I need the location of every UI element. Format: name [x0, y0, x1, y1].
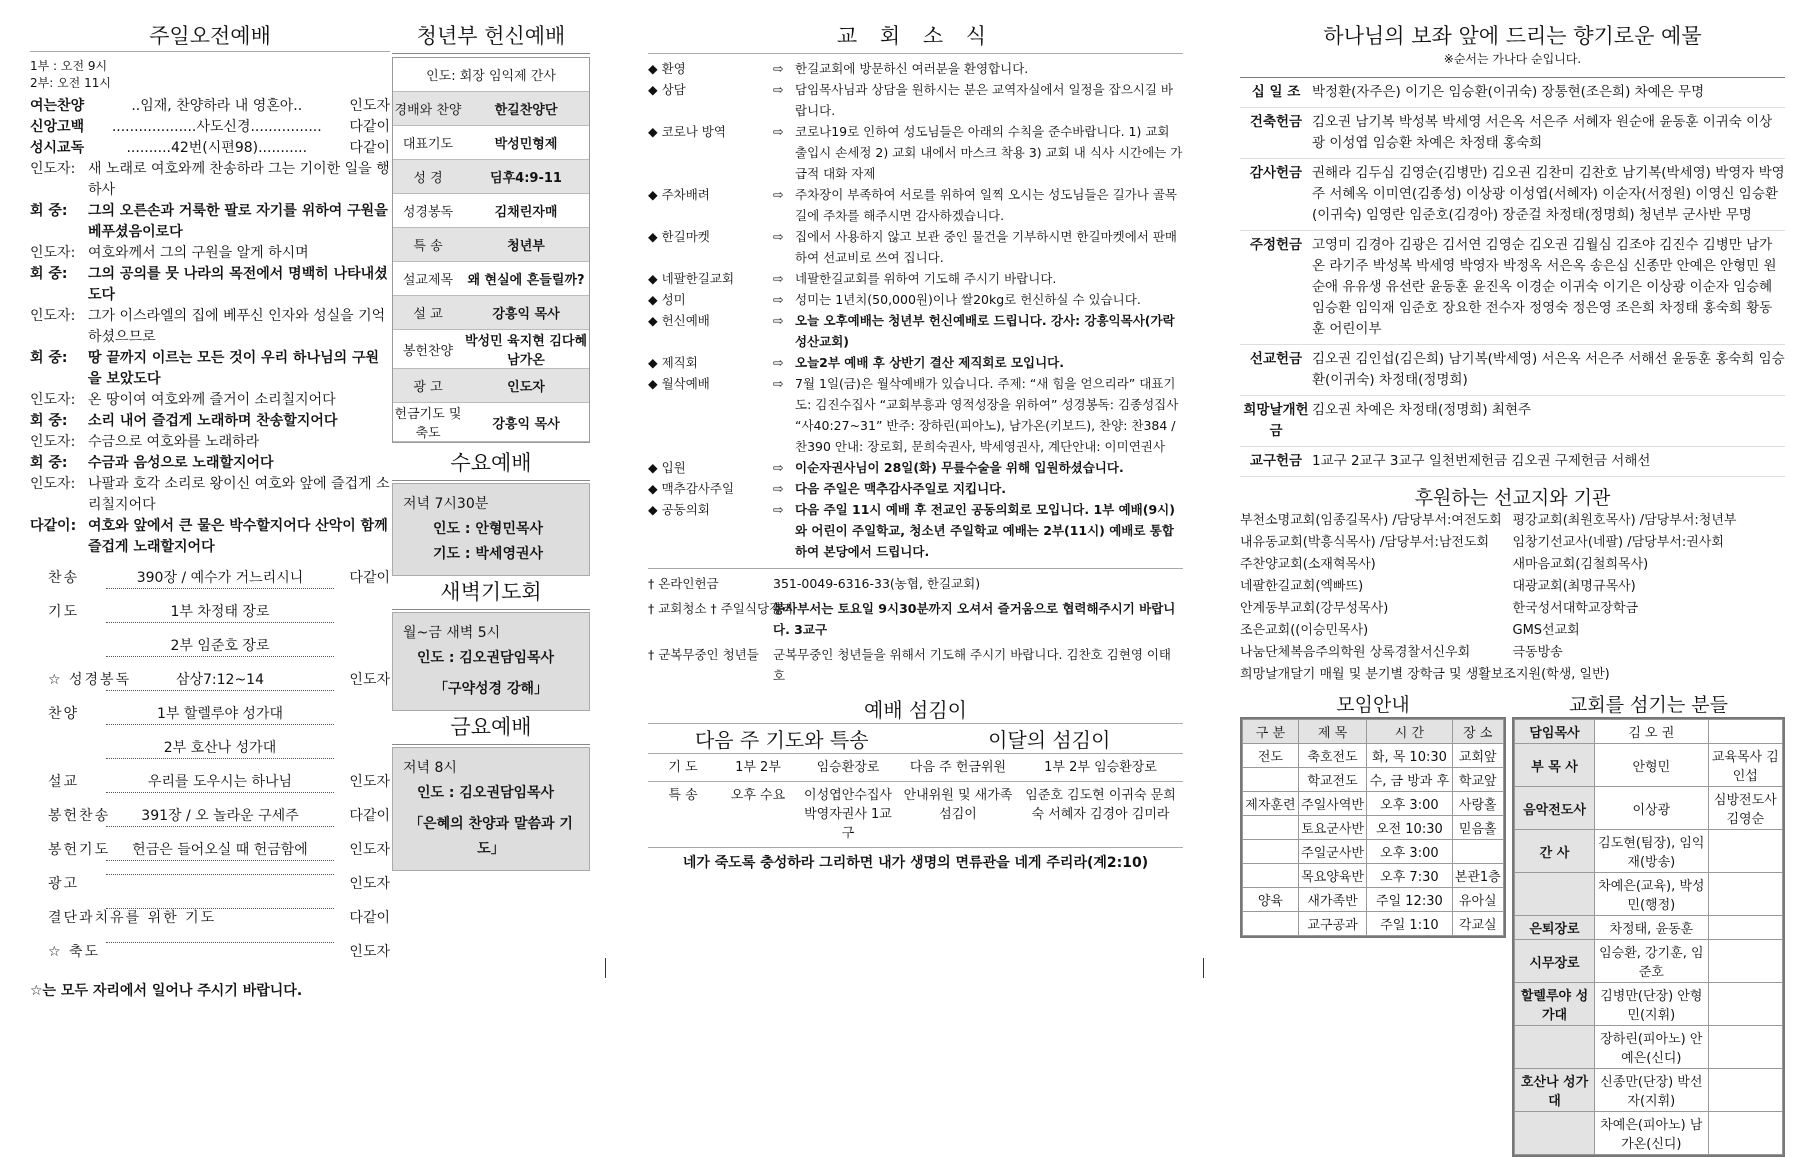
offerings: 하나님의 보좌 앞에 드리는 향기로운 예물 ※순서는 가나다 순입니다. 십 일 조 박정환(자주은) 이기은 임승환(이귀숙) 장통현(조은희) 차예은 무명 건축헌금 김오권 남기복 박성복 박세영 서은옥 서은주 서혜자 원순애 윤동훈 이귀숙 이상광 이성엽 임승환 차예은 차정태 홍숙희 감사헌금 권해라 김두심 김영순(김병만) 김오권 김찬미 김찬호 남기복(박세영) 박영자 박영주 서혜옥 이미연(김종성) 이상광 이성엽(서혜자) 이순자(서정원) 이영신 임승환(이귀숙) 임영란 임준호(김경아) 장준걸 차정태(정명희) 청년부 군사반 무명 주정헌금 고영미 김경아 김광은 김서연 김영순 김오권 김월심 김조야 김진수 김병만 남가온 라기주 박성복 박세영 박영자 박정옥 서은옥 송은심 신종만 안예은 안형민 원순애 유유생 유선란 윤동훈 윤진옥 이경순 이귀숙 이기은 이상광 이순자 임승혜 임승환 임익재 임준호 장요한 전수자 정영숙 정은영 조은희 차정태 홍숙희 황동훈 어린이부 선교헌금 김오권 김인섭(김은희) 남기복(박세영) 서은옥 서은주 서해선 윤동훈 홍숙희 임승환(이귀숙) 차정태(정명희) 희망날개헌금 김오권 차예은 차정태(정명희) 최현주 교구헌금 1교구 2교구 3교구 일천번제헌금 김오권 구제헌금 서해선 후원하는 선교지와 기관 부천소명교회(임종길목사) /담당부서:여전도회 평강교회(최원호목사) /담당부서:청년부 내유동교회(박흥식목사) /담당부서:남전도회 임창기선교사(네팔) /담당부서:권사회 주찬양교회(소재혁목사) 새마음교회(김철희목사) 네팔한길교회(엑빠뜨) 대광교회(최명규목사) 안계동부교회(강무성목사) 한국성서대학교장학금 조은교회((이승민목사) GMS선교회 나눔단체복음주의학원 상록경찰서신우회 극동방송 희망날개달기 매월 및 분기별 장학금 및 생활보조지원(학생, 일반) 모임안내 구 분 제 목 시 간 장 소 전도 축호전도 화, 목 10:30 교회앞 학교전도 수, 금 방과 후 학교앞 제자훈련 주일사역반 오후 3:00 사랑홀 토요군사반 오전 10:30 믿음홀 주일군사반 오후 3:00 목요양육반 오후 7:30 본관1층 양육 새가족반 주일 12:30 유아실 교구공과 주일 1:10 각교실 교회를 섬기는 분들 담임목사 김 오 권 부 목 사 안형민 교육목사 김인섭 음악전도사 이상광 심방전도사 김영순 간 사 김도현(팀장), 임익재(방송) 차예은(교육), 박성민(행정) 은퇴장로 차정태, 윤동훈 시무장로 임승환, 강기훈, 임준호 할렐루야 성가대 김병만(단장) 안형민(지휘) 장하린(피아노) 안예은(신디) 호산나 성가대 신종만(단장) 박선자(지휘) 차예은(피아노) 남가온(신디)	[1240, 20, 1785, 1157]
news-item: ◆ 월삭예배 ⇨ 7월 1일(금)은 월삭예배가 있습니다. 주제: “새 힘을 얻으리라” 대표기도: 김진수집사 “교회부흥과 영적성장을 위하여” 성경봉독: 김종성집사 “사40:27~31” 반주: 장하린(피아노), 남가온(키보드), 찬양: 찬384 / 찬390 안내: 장로회, 문희숙권사, 박세영권사, 계단안내: 이미연권사	[648, 376, 1179, 454]
youth-row: 광 고 인도자	[393, 369, 589, 403]
liturgy-line: 신앙고백 ...................사도신경................ 다같이	[30, 119, 390, 135]
order-line: 2부 임준호 장로	[30, 636, 390, 670]
meet-cell: 오전 10:30	[1367, 816, 1452, 840]
meet-cell: 교회앞	[1452, 744, 1504, 768]
staff-role	[1515, 1026, 1595, 1069]
order-line: 봉헌기도 헌금은 들어오실 때 헌금함에 인도자	[30, 840, 390, 874]
offering-row: 건축헌금 김오권 남기복 박성복 박세영 서은옥 서은주 서혜자 원순애 윤동훈 이귀숙 이상광 이성엽 임승환 차예은 차정태 홍숙희	[1240, 108, 1785, 159]
staff-extra: 심방전도사 김영순	[1708, 787, 1782, 830]
order-line: ☆ 축도 인도자	[48, 944, 390, 960]
youth-row: 특 송 청년부	[393, 228, 589, 262]
youth-row: 헌금기도 및 축도 강흥익 목사	[393, 403, 589, 442]
mission-item: 한국성서대학교장학금	[1512, 601, 1639, 616]
reading-line: 회 중: 소리 내어 즐겁게 노래하며 찬송할지어다	[30, 413, 338, 429]
youth-row: 봉헌찬양 박성민 육지현 김다혜 남가온	[393, 330, 589, 369]
staff-name: 임승환, 강기훈, 임준호	[1595, 940, 1709, 983]
liturgy	[30, 96, 390, 558]
morning-service	[30, 20, 390, 1000]
reading-line: 다같이: 여호와 앞에서 큰 물은 박수할지어다 산악이 함께 즐겁게 노래할지어다	[30, 518, 388, 555]
staff-name: 김 오 권	[1595, 720, 1709, 744]
meet-cell: 유아실	[1452, 888, 1504, 912]
staff-role: 음악전도사	[1515, 787, 1595, 830]
staff-role: 간 사	[1515, 830, 1595, 873]
liturgy-line: 성시교독 ..........42번(시편98)........... 다같이	[30, 140, 390, 156]
staff-role: 할렐루야 성가대	[1515, 983, 1595, 1026]
meet-cell: 본관1층	[1452, 864, 1504, 888]
liturgy-line: 여는찬양 ..임재, 찬양하라 내 영혼아.. 인도자	[30, 98, 390, 114]
staff-name: 안형민	[1595, 744, 1709, 787]
staff-role	[1515, 1112, 1595, 1155]
staff-extra	[1708, 940, 1782, 983]
news-item: ◆ 코로나 방역 ⇨ 코로나19로 인하여 성도님들은 아래의 수칙을 준수바랍니다. 1) 교회 출입시 손세정 2) 교회 내에서 마스크 착용 3) 교회 내 식사 시간에는 가급적 대화 자제	[648, 124, 1183, 181]
staff-role: 호산나 성가대	[1515, 1069, 1595, 1112]
meet-cell	[1243, 864, 1299, 888]
reading-line: 인도자: 여호와께서 그의 구원을 알게 하시며	[30, 245, 309, 261]
order-line: 2부 호산나 성가대	[30, 738, 390, 772]
meet-cell: 주일 1:10	[1367, 912, 1452, 936]
wed-title: 수요예배	[392, 447, 590, 481]
meet-cell: 수, 금 방과 후	[1367, 768, 1452, 792]
meet-cell: 축호전도	[1298, 744, 1367, 768]
order-line: 설교 우리를 도우시는 하나님 인도자	[30, 772, 390, 806]
staff-role: 시무장로	[1515, 940, 1595, 983]
meet-header: 제 목	[1298, 720, 1367, 744]
staff-name: 차정태, 윤동훈	[1595, 916, 1709, 940]
offering-row: 선교헌금 김오권 김인섭(김은희) 남기복(박세영) 서은옥 서은주 서해선 윤동훈 홍숙희 임승환(이귀숙) 차정태(정명희)	[1240, 345, 1785, 396]
fri-box: 저녁 8시 인도 : 김오권담임목사 「은혜의 찬양과 말씀과 기도」	[392, 747, 590, 871]
news-item: ◆ 주차배려 ⇨ 주차장이 부족하여 서로를 위하여 일찍 오시는 성도님들은 길가나 골목길에 주차를 해주시면 감사하겠습니다.	[648, 187, 1177, 223]
meet-cell	[1243, 912, 1299, 936]
dawn-title: 새벽기도회	[392, 576, 590, 610]
missions: 후원하는 선교지와 기관 부천소명교회(임종길목사) /담당부서:여전도회 평강교회(최원호목사) /담당부서:청년부 내유동교회(박흥식목사) /담당부서:남전도회 임창기선교사(네팔) /담당부서:권사회 주찬양교회(소재혁목사) 새마음교회(김철희목사) 네팔한길교회(엑빠뜨) 대광교회(최명규목사) 안계동부교회(강무성목사) 한국성서대학교장학금 조은교회((이승민목사) GMS선교회 나눔단체복음주의학원 상록경찰서신우회 극동방송 희망날개달기 매월 및 분기별 장학금 및 생활보조지원(학생, 일반)	[1240, 483, 1785, 686]
dawn-box: 월~금 새벽 5시 인도 : 김오권담임목사 「구약성경 강해」	[392, 612, 590, 711]
servers: 예배 섬김이 다음 주 기도와 특송 이달의 섬김이 기 도 1부 2부 임승환장로 다음 주 헌금위원 1부 2부 임승환장로 특 송 오후 수요 이성엽안수집사 박영자권사 1교구 안내위원 및 새가족섬김이 임준호 김도현 이귀숙 문희숙 서혜자 김경아 김미라 네가 죽도록 충성하라 그리하면 내가 생명의 면류관을 네게 주리라(계2:10)	[648, 694, 1183, 872]
staff-role	[1515, 873, 1595, 916]
order-line: ☆ 성경봉독 삼상7:12~14 인도자	[30, 670, 390, 704]
meet-cell: 교구공과	[1298, 912, 1367, 936]
responsive-reading	[30, 159, 390, 558]
meet-header: 구 분	[1243, 720, 1299, 744]
meet-cell: 토요군사반	[1298, 816, 1367, 840]
stand-note: ☆는 모두 자리에서 일어나 주시기 바랍니다.	[30, 983, 303, 999]
meet-cell: 주일사역반	[1298, 792, 1367, 816]
wed-box: 저녁 7시30분 인도 : 안형민목사 기도 : 박세영권사	[392, 483, 590, 576]
staff-extra	[1708, 1026, 1782, 1069]
youth-row: 성경봉독 김채린자매	[393, 194, 589, 228]
meet-cell: 오후 3:00	[1367, 840, 1452, 864]
meet-cell: 오후 3:00	[1367, 792, 1452, 816]
meet-cell: 각교실	[1452, 912, 1504, 936]
meet-cell: 학교전도	[1298, 768, 1367, 792]
staff-name: 차예은(교육), 박성민(행정)	[1595, 873, 1709, 916]
fold-line	[605, 958, 606, 978]
news-item: ◆ 네팔한길교회 ⇨ 네팔한길교회를 위하여 기도해 주시기 바랍니다.	[648, 271, 1057, 286]
order-line: 광고 인도자	[48, 876, 390, 892]
church-news	[648, 20, 1183, 872]
staff-extra	[1708, 720, 1782, 744]
order-of-worship	[30, 568, 390, 976]
meet-cell	[1243, 840, 1299, 864]
reading-line: 인도자: 그가 이스라엘의 집에 베푸신 인자와 성실을 기억하셨으므로	[30, 308, 386, 345]
staff-name: 김병만(단장) 안형민(지휘)	[1595, 983, 1709, 1026]
meet-cell: 화, 목 10:30	[1367, 744, 1452, 768]
staff-name: 신종만(단장) 박선자(지휘)	[1595, 1069, 1709, 1112]
meet-cell	[1243, 816, 1299, 840]
reading-line: 회 중: 그의 공의를 뭇 나라의 목전에서 명백히 나타내셨도다	[30, 266, 388, 303]
meet-cell: 오후 7:30	[1367, 864, 1452, 888]
order-line: 결단과치유를 위한 기도 다같이	[48, 910, 390, 926]
news-item: ◆ 제직회 ⇨ 오늘2부 예배 후 상반기 결산 제직회로 모입니다.	[648, 355, 1064, 370]
mission-item: 조은교회((이승민목사)	[1240, 623, 1369, 638]
youth-row: 성 경 딤후4:9-11	[393, 160, 589, 194]
meet-cell: 전도	[1243, 744, 1299, 768]
youth-leader: 인도: 회장 임익제 간사	[393, 58, 589, 92]
youth-title: 청년부 헌신예배	[392, 20, 590, 54]
staff-role: 은퇴장로	[1515, 916, 1595, 940]
news-item: ◆ 헌신예배 ⇨ 오늘 오후예배는 청년부 헌신예배로 드립니다. 강사: 강흥익목사(가락성산교회)	[648, 313, 1175, 349]
meet-cell: 주일 12:30	[1367, 888, 1452, 912]
reading-line: 회 중: 수금과 음성으로 노래할지어다	[30, 455, 274, 471]
youth-row: 설 교 강흥익 목사	[393, 296, 589, 330]
meet-cell: 학교앞	[1452, 768, 1504, 792]
fold-line	[1203, 958, 1204, 978]
staff-name: 차예은(피아노) 남가온(신디)	[1595, 1112, 1709, 1155]
meet-cell	[1452, 840, 1504, 864]
news-item: ◆ 상담 ⇨ 담임목사님과 상담을 원하시는 분은 교역자실에서 일정을 잡으시길 바랍니다.	[648, 82, 1173, 118]
order-line: 봉헌찬송 391장 / 오 놀라운 구세주 다같이	[30, 806, 390, 840]
order-line: 기도 1부 차정태 장로	[30, 602, 390, 636]
youth-row: 대표기도 박성민형제	[393, 126, 589, 160]
staff-extra: 교육목사 김인섭	[1708, 744, 1782, 787]
staff-extra	[1708, 916, 1782, 940]
offering-list	[1240, 77, 1785, 477]
meet-cell: 양육	[1243, 888, 1299, 912]
order-line: 찬송 390장 / 예수가 거느리시니 다같이	[30, 568, 390, 602]
mission-item: 주찬양교회(소재혁목사)	[1240, 557, 1376, 572]
order-line: 찬양 1부 할렐루야 성가대	[30, 704, 390, 738]
info-lines: † 온라인헌금 351-0049-6316-33(농협, 한길교회) † 교회청소 † 주일식당정리 봉사부서는 토요일 9시30분까지 오셔서 즐거움으로 협력해주시기 바랍니다. 3교구 † 군복무중인 청년들 군복무중인 청년들을 위해서 기도해 주시기 바랍니다. 김찬호 김현영 이태호	[648, 568, 1183, 686]
staff-name: 장하린(피아노) 안예은(신디)	[1595, 1026, 1709, 1069]
memory-verse: 네가 죽도록 충성하라 그리하면 내가 생명의 면류관을 네게 주리라(계2:10)	[682, 855, 1149, 871]
mission-item: 임창기선교사(네팔) /담당부서:권사회	[1512, 535, 1724, 550]
news-item: ◆ 공동의회 ⇨ 다음 주일 11시 예배 후 전교인 공동의회로 모입니다. 1부 예배(9시)와 어린이 주일학교, 청소년 주일학교 예배는 2부(11시) 예배로 통합하여 본당에서 드립니다.	[648, 502, 1175, 559]
staff-extra	[1708, 1069, 1782, 1112]
mission-item: 나눔단체복음주의학원 상록경찰서신우회	[1240, 645, 1471, 660]
reading-line: 회 중: 그의 오른손과 거룩한 팔로 자기를 위하여 구원을 베푸셨음이로다	[30, 203, 388, 240]
meetings-table	[1240, 717, 1506, 938]
staff-name: 김도현(팀장), 임익재(방송)	[1595, 830, 1709, 873]
staff-extra	[1708, 830, 1782, 873]
reading-line: 인도자: 새 노래로 여호와께 찬송하라 그는 기이한 일을 행하사	[30, 161, 390, 198]
news-item: ◆ 환영 ⇨ 한길교회에 방문하신 여러분을 환영합니다.	[648, 61, 1029, 76]
morning-title: 주일오전예배	[30, 20, 390, 52]
meet-cell: 제자훈련	[1243, 792, 1299, 816]
mission-item: 부천소명교회(임종길목사) /담당부서:여전도회	[1240, 513, 1502, 528]
meet-header: 장 소	[1452, 720, 1504, 744]
mission-item: 내유동교회(박흥식목사) /담당부서:남전도회	[1240, 535, 1490, 550]
staff-extra	[1708, 1112, 1782, 1155]
reading-line: 인도자: 나팔과 호각 소리로 왕이신 여호와 앞에 즐겁게 소리칠지어다	[30, 476, 390, 513]
mission-item: 네팔한길교회(엑빠뜨)	[1240, 579, 1364, 594]
news-item: ◆ 맥추감사주일 ⇨ 다음 주일은 맥추감사주일로 지킵니다.	[648, 481, 1007, 496]
reading-line: 인도자: 온 땅이여 여호와께 즐거이 소리칠지어다	[30, 392, 336, 408]
news-item: ◆ 한길마켓 ⇨ 집에서 사용하지 않고 보관 중인 물건을 기부하시면 한길마켓에서 판매하여 선교비로 쓰여 집니다.	[648, 229, 1177, 265]
youth-row: 경배와 찬양 한길찬양단	[393, 92, 589, 126]
offering-row: 감사헌금 권해라 김두심 김영순(김병만) 김오권 김찬미 김찬호 남기복(박세영) 박영자 박영주 서혜옥 이미연(김종성) 이상광 이성엽(서혜자) 이순자(서정원) 이영신 임승환(이귀숙) 임영란 임준호(김경아) 장준걸 차정태(정명희) 청년부 군사반 무명	[1240, 159, 1785, 231]
staff-table	[1512, 717, 1785, 1157]
staff-role: 부 목 사	[1515, 744, 1595, 787]
meet-cell: 새가족반	[1298, 888, 1367, 912]
offering-row: 교구헌금 1교구 2교구 3교구 일천번제헌금 김오권 구제헌금 서해선	[1240, 447, 1785, 477]
service-times: 1부 : 오전 9시 2부: 오전 11시	[30, 59, 111, 90]
offering-title: 하나님의 보좌 앞에 드리는 향기로운 예물	[1323, 24, 1702, 48]
youth-table	[392, 57, 590, 443]
news-item: ◆ 성미 ⇨ 성미는 1년치(50,000원)이나 쌀20kg로 헌신하실 수 있습니다.	[648, 292, 1141, 307]
mission-item: GMS선교회	[1512, 623, 1580, 638]
staff-role: 담임목사	[1515, 720, 1595, 744]
news-title: 교 회 소 식	[648, 20, 1183, 54]
offering-row: 희망날개헌금 김오권 차예은 차정태(정명희) 최현주	[1240, 396, 1785, 447]
mission-item: 극동방송	[1512, 645, 1563, 660]
staff-extra	[1708, 983, 1782, 1026]
side-services	[392, 20, 590, 871]
youth-row: 설교제목 왜 현실에 흔들릴까?	[393, 262, 589, 296]
news-list	[648, 58, 1183, 562]
meet-cell: 사랑홀	[1452, 792, 1504, 816]
meet-cell	[1243, 768, 1299, 792]
meet-cell: 목요양육반	[1298, 864, 1367, 888]
fri-title: 금요예배	[392, 711, 590, 745]
mission-item: 대광교회(최명규목사)	[1512, 579, 1636, 594]
meet-cell: 믿음홀	[1452, 816, 1504, 840]
meet-cell: 주일군사반	[1298, 840, 1367, 864]
reading-line: 회 중: 땅 끝까지 이르는 모든 것이 우리 하나님의 구원을 보았도다	[30, 350, 380, 387]
offering-row: 십 일 조 박정환(자주은) 이기은 임승환(이귀숙) 장통현(조은희) 차예은 무명	[1240, 78, 1785, 108]
news-item: ◆ 입원 ⇨ 이순자권사님이 28일(화) 무릎수술을 위해 입원하셨습니다.	[648, 460, 1124, 475]
mission-item: 새마음교회(김철희목사)	[1512, 557, 1649, 572]
mission-item: 평강교회(최원호목사) /담당부서:청년부	[1512, 513, 1737, 528]
staff-name: 이상광	[1595, 787, 1709, 830]
reading-line: 인도자: 수금으로 여호와를 노래하라	[30, 434, 260, 450]
mission-item: 안계동부교회(강무성목사)	[1240, 601, 1389, 616]
mission-item: 희망날개달기 매월 및 분기별 장학금 및 생활보조지원(학생, 일반)	[1240, 667, 1610, 682]
staff-extra	[1708, 873, 1782, 916]
offering-row: 주정헌금 고영미 김경아 김광은 김서연 김영순 김오권 김월심 김조야 김진수 김병만 남가온 라기주 박성복 박세영 박영자 박정옥 서은옥 송은심 신종만 안예은 안형민 원순애 유유생 유선란 윤동훈 윤진옥 이경순 이귀숙 이기은 이상광 이순자 임승혜 임승환 임익재 임준호 장요한 전수자 정영숙 정은영 조은희 차정태 홍숙희 황동훈 어린이부	[1240, 231, 1785, 345]
meet-header: 시 간	[1367, 720, 1452, 744]
